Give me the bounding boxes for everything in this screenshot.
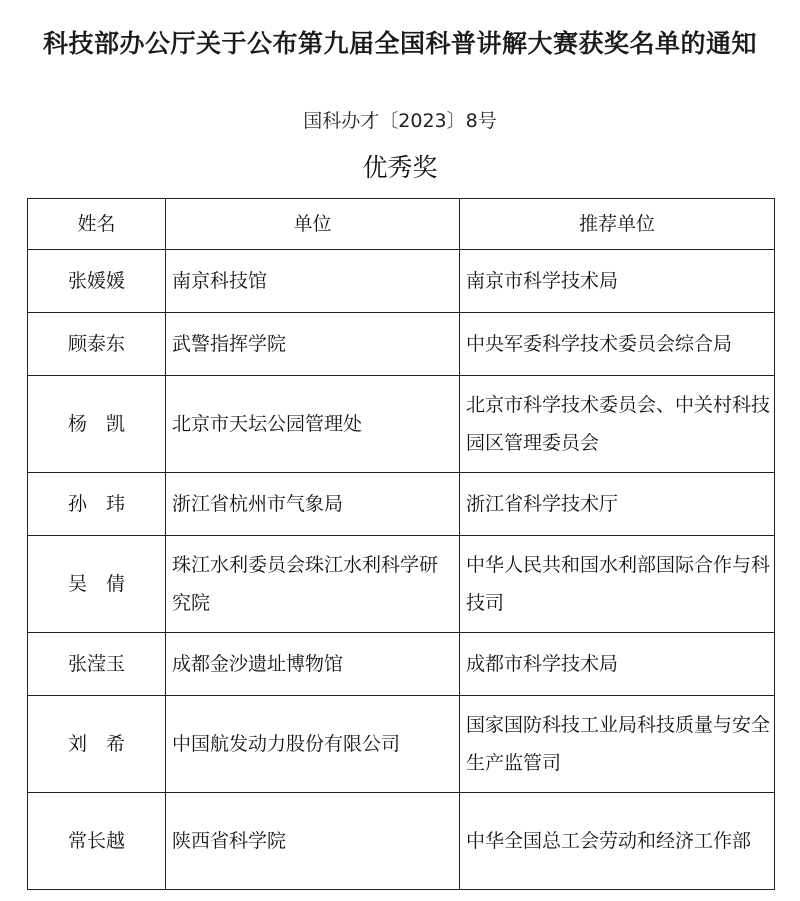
table-row: [28, 696, 775, 793]
winner-unit: 成都金沙遗址博物馆: [166, 633, 460, 696]
winner-recommender: 北京市科学技术委员会、中关村科技园区管理委员会: [460, 376, 775, 473]
winner-name: 顾泰东: [28, 313, 166, 376]
winner-recommender: 中华全国总工会劳动和经济工作部: [460, 793, 775, 890]
table-row: [28, 536, 775, 633]
winner-recommender: 中央军委科学技术委员会综合局: [460, 313, 775, 376]
header-recommender: 推荐单位: [460, 199, 775, 250]
table-row: [28, 793, 775, 890]
table-row: [28, 376, 775, 473]
winner-unit: 武警指挥学院: [166, 313, 460, 376]
winner-recommender: 成都市科学技术局: [460, 633, 775, 696]
table-row: [28, 250, 775, 313]
winner-unit: 浙江省杭州市气象局: [166, 473, 460, 536]
winner-unit: 陕西省科学院: [166, 793, 460, 890]
winner-name: 杨 凯: [28, 376, 166, 473]
document-number: 国科办才〔2023〕8号: [303, 110, 497, 132]
winner-name: 孙 玮: [28, 473, 166, 536]
winner-name: 张媛媛: [28, 250, 166, 313]
winner-name: 张滢玉: [28, 633, 166, 696]
winner-name: 吴 倩: [28, 536, 166, 633]
winner-recommender: 国家国防科技工业局科技质量与安全生产监管司: [460, 696, 775, 793]
winner-unit: 中国航发动力股份有限公司: [166, 696, 460, 793]
winner-recommender: 浙江省科学技术厅: [460, 473, 775, 536]
award-level-heading: 优秀奖: [362, 153, 438, 182]
table-row: [28, 473, 775, 536]
winners-table: [27, 198, 775, 890]
winner-recommender: 中华人民共和国水利部国际合作与科技司: [460, 536, 775, 633]
winner-recommender: 南京市科学技术局: [460, 250, 775, 313]
header-name: 姓名: [28, 199, 166, 250]
winner-name: 常长越: [28, 793, 166, 890]
table-row: [28, 313, 775, 376]
header-unit: 单位: [166, 199, 460, 250]
table-header-row: [28, 199, 775, 250]
winner-unit: 北京市天坛公园管理处: [166, 376, 460, 473]
winner-name: 刘 希: [28, 696, 166, 793]
table-row: [28, 633, 775, 696]
document-title: 科技部办公厅关于公布第九届全国科普讲解大赛获奖名单的通知: [42, 29, 757, 58]
winner-unit: 珠江水利委员会珠江水利科学研究院: [166, 536, 460, 633]
winner-unit: 南京科技馆: [166, 250, 460, 313]
